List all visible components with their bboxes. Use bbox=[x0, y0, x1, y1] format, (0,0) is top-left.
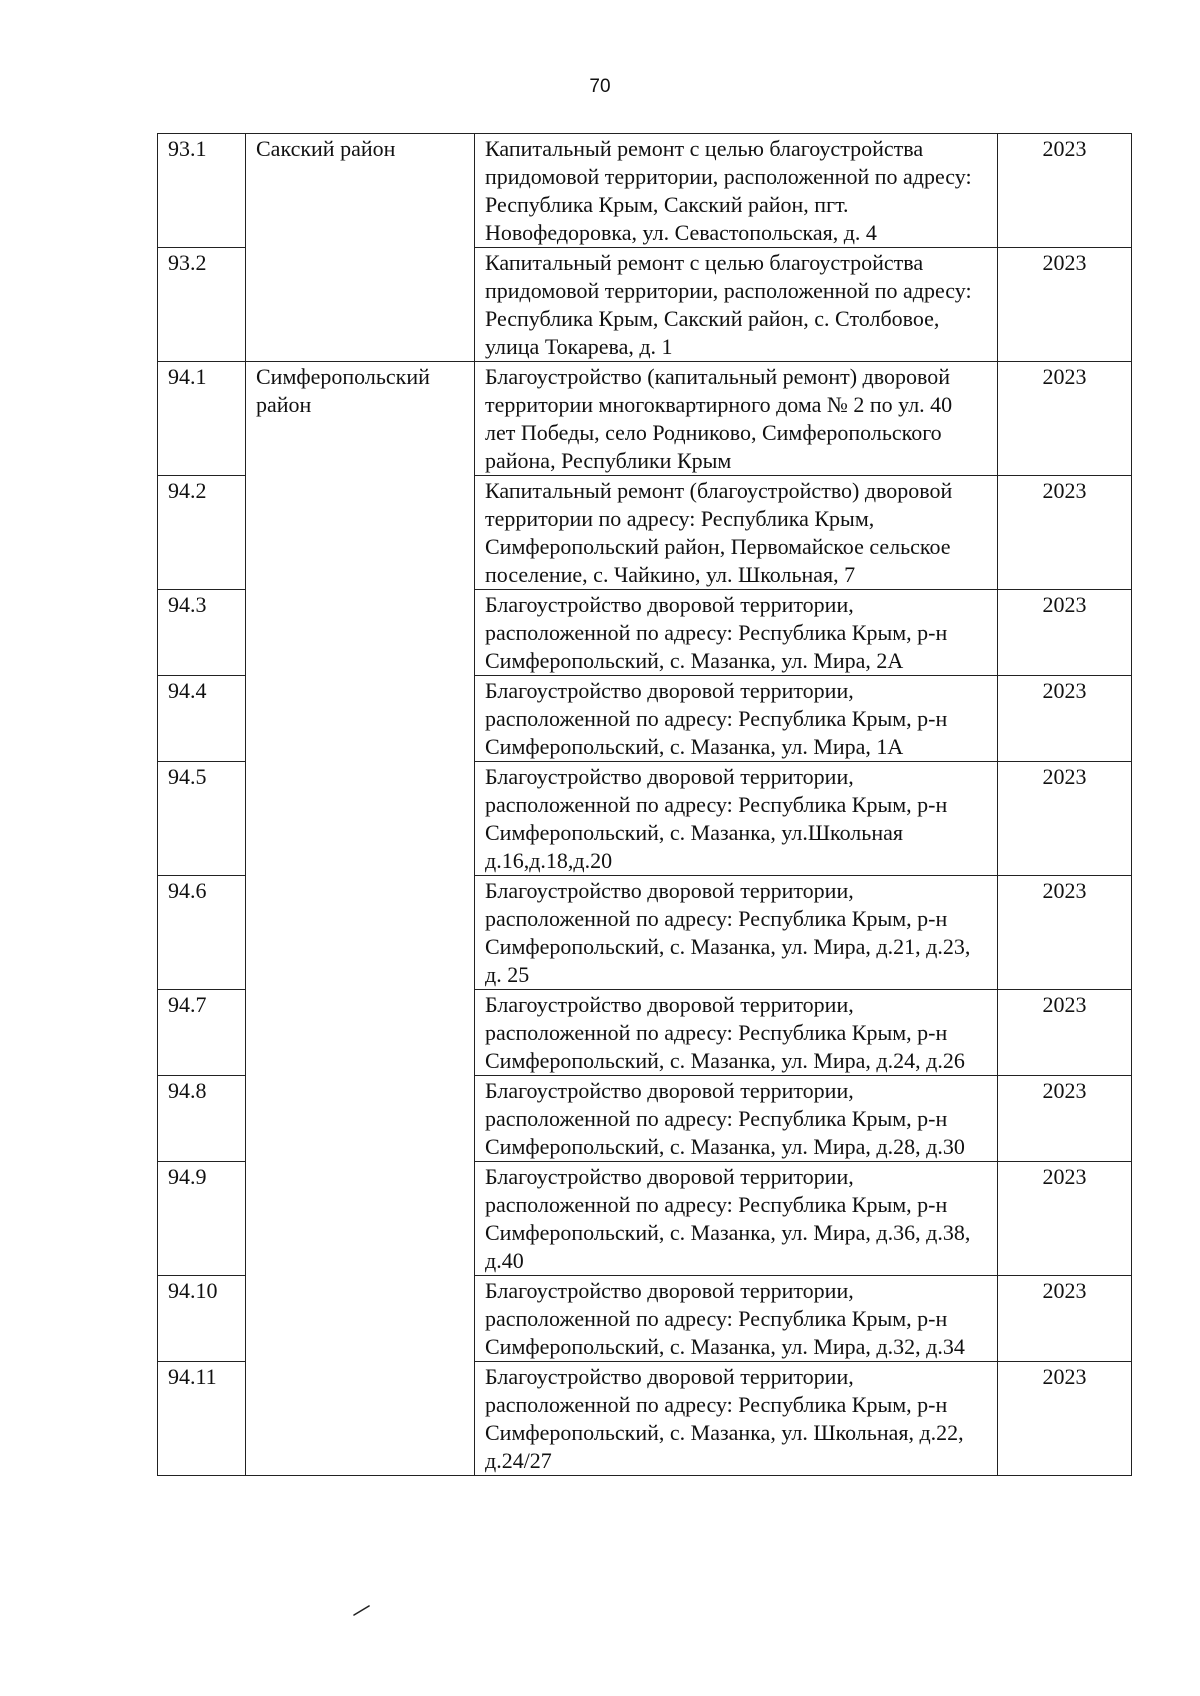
year-cell: 2023 bbox=[998, 248, 1132, 362]
table-body bbox=[158, 134, 1132, 1476]
year-cell: 2023 bbox=[998, 362, 1132, 476]
year-cell: 2023 bbox=[998, 1276, 1132, 1362]
year-cell: 2023 bbox=[998, 1076, 1132, 1162]
year-cell: 2023 bbox=[998, 1162, 1132, 1276]
year-cell: 2023 bbox=[998, 876, 1132, 990]
description-cell: Благоустройство дворовой территории, расположенной по адресу: Республика Крым, р-н Симферопольский, с. Мазанка, ул. Мира, 1А bbox=[475, 676, 998, 762]
description-cell: Благоустройство дворовой территории, расположенной по адресу: Республика Крым, р-н Симферопольский, с. Мазанка, ул.Школьная д.16,д.18,д.20 bbox=[475, 762, 998, 876]
row-number: 94.8 bbox=[158, 1076, 246, 1162]
row-number: 94.7 bbox=[158, 990, 246, 1076]
table-row bbox=[158, 134, 1132, 248]
row-number: 94.10 bbox=[158, 1276, 246, 1362]
description-cell: Благоустройство дворовой территории, расположенной по адресу: Республика Крым, р-н Симферопольский, с. Мазанка, ул. Школьная, д.22, д.24/27 bbox=[475, 1362, 998, 1476]
row-number: 94.1 bbox=[158, 362, 246, 476]
description-cell: Благоустройство (капитальный ремонт) дворовой территории многоквартирного дома № 2 по ул. 40 лет Победы, село Родниково, Симферопольского района, Республики Крым bbox=[475, 362, 998, 476]
row-number: 94.11 bbox=[158, 1362, 246, 1476]
description-cell: Капитальный ремонт с целью благоустройства придомовой территории, расположенной по адресу: Республика Крым, Сакский район, с. Столбовое, улица Токарева, д. 1 bbox=[475, 248, 998, 362]
description-cell: Благоустройство дворовой территории, расположенной по адресу: Республика Крым, р-н Симферопольский, с. Мазанка, ул. Мира, д.32, д.34 bbox=[475, 1276, 998, 1362]
row-number: 94.5 bbox=[158, 762, 246, 876]
row-number: 94.6 bbox=[158, 876, 246, 990]
description-cell: Благоустройство дворовой территории, расположенной по адресу: Республика Крым, р-н Симферопольский, с. Мазанка, ул. Мира, д.24, д.26 bbox=[475, 990, 998, 1076]
row-number: 94.9 bbox=[158, 1162, 246, 1276]
row-number: 93.2 bbox=[158, 248, 246, 362]
district-cell: Сакский район bbox=[246, 134, 475, 362]
year-cell: 2023 bbox=[998, 590, 1132, 676]
description-cell: Благоустройство дворовой территории, расположенной по адресу: Республика Крым, р-н Симферопольский, с. Мазанка, ул. Мира, д.28, д.30 bbox=[475, 1076, 998, 1162]
row-number: 94.3 bbox=[158, 590, 246, 676]
year-cell: 2023 bbox=[998, 762, 1132, 876]
row-number: 93.1 bbox=[158, 134, 246, 248]
year-cell: 2023 bbox=[998, 134, 1132, 248]
year-cell: 2023 bbox=[998, 990, 1132, 1076]
row-number: 94.2 bbox=[158, 476, 246, 590]
objects-table bbox=[157, 133, 1132, 1476]
page-number: 70 bbox=[589, 76, 611, 97]
table-row bbox=[158, 362, 1132, 476]
description-cell: Капитальный ремонт (благоустройство) дворовой территории по адресу: Республика Крым, Симферопольский район, Первомайское сельское поселение, с. Чайкино, ул. Школьная, 7 bbox=[475, 476, 998, 590]
district-cell: Симферопольский район bbox=[246, 362, 475, 1476]
year-cell: 2023 bbox=[998, 476, 1132, 590]
description-cell: Благоустройство дворовой территории, расположенной по адресу: Республика Крым, р-н Симферопольский, с. Мазанка, ул. Мира, д.21, д.23, д. 25 bbox=[475, 876, 998, 990]
year-cell: 2023 bbox=[998, 1362, 1132, 1476]
row-number: 94.4 bbox=[158, 676, 246, 762]
description-cell: Капитальный ремонт с целью благоустройства придомовой территории, расположенной по адресу: Республика Крым, Сакский район, пгт. Новофедоровка, ул. Севастопольская, д. 4 bbox=[475, 134, 998, 248]
description-cell: Благоустройство дворовой территории, расположенной по адресу: Республика Крым, р-н Симферопольский, с. Мазанка, ул. Мира, д.36, д.38, д.40 bbox=[475, 1162, 998, 1276]
pen-mark bbox=[352, 1603, 372, 1617]
year-cell: 2023 bbox=[998, 676, 1132, 762]
description-cell: Благоустройство дворовой территории, расположенной по адресу: Республика Крым, р-н Симферопольский, с. Мазанка, ул. Мира, 2А bbox=[475, 590, 998, 676]
